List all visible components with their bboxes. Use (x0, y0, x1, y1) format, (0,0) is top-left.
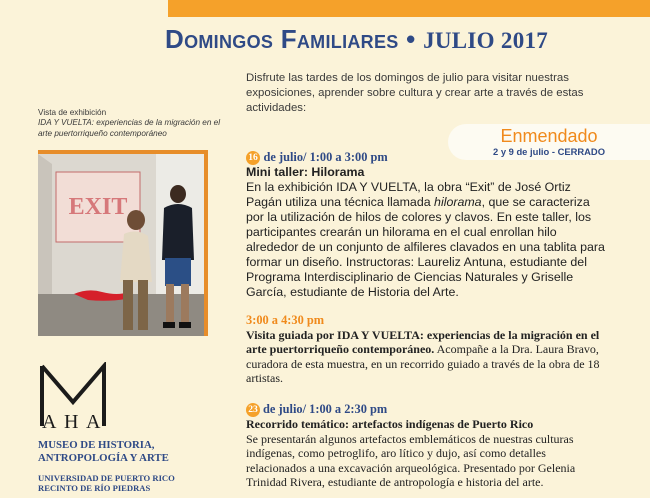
museum-name-line2: ANTROPOLOGÍA Y ARTE (38, 451, 169, 464)
event-desc-italic: hilorama (434, 195, 482, 209)
top-orange-rule (168, 0, 650, 17)
logo-letter-a1: A (42, 411, 57, 430)
university-name (38, 473, 228, 494)
exhibition-photo-illustration (38, 154, 204, 336)
event-description: Se presentarán algunos artefactos emblemáticos de nuestras culturas indígenas, como petroglifo, aro lítico y dujo, así como detalles relacionados a una excavación arqueológica. Presentado por Gelenia Trinidad Rivera, estudiante de antropología e historia del arte. (246, 431, 576, 490)
event-16-july-tour (246, 313, 608, 386)
event-title: Visita guiada por IDA Y VUELTA: experiencias de la migración en el arte puertorriqueño contemporáneo. (246, 327, 600, 357)
title-bullet: • (406, 24, 416, 54)
day-badge: 23 (246, 403, 260, 417)
maha-logo (38, 362, 108, 430)
event-description (246, 180, 608, 300)
event-desc-part: Acompañe a la Dra. Laura Bravo, curadora de esta muestra, en un recorrido guiado a través de la obra de 18 artistas. (246, 342, 600, 386)
photo-caption-line2: IDA Y VUELTA: experiencias de la migración en el arte puertorriqueño contemporáneo (38, 118, 221, 138)
museum-name-line1: MUSEO DE HISTORIA, (38, 439, 155, 451)
title-month: JULIO 2017 (423, 28, 549, 53)
logo-letter-a2: A (86, 411, 101, 430)
photo-caption (38, 108, 228, 139)
amended-subtitle: 2 y 9 de julio - CERRADO (493, 146, 605, 157)
event-title: Recorrido temático: artefactos indígenas de Puerto Rico (246, 417, 534, 431)
exhibition-photo (38, 150, 208, 336)
event-desc-part: , que se caracteriza por la utilización de hilos de colores y clavos. En este taller, los participantes crearán un hilorama en el cual enrollan hilo alrededor de un conjunto de alfileres clavados en una tablita para formar un diseño. Instructoras: Laureliz Antuna, estudiante del Programa Interdisciplinario de Ciencias Naturales y Griselle García, estudiante de Historia del Arte. (246, 195, 605, 299)
university-line1: UNIVERSIDAD DE PUERTO RICO (38, 473, 175, 483)
photo-caption-line1: Vista de exhibición (38, 108, 107, 117)
page-title (165, 24, 548, 55)
event-title: Mini taller: Hilorama (246, 165, 365, 179)
title-main: Domingos Familiares (165, 24, 399, 54)
event-date-time: de julio/ 1:00 a 2:30 pm (263, 402, 388, 416)
event-16-july (246, 150, 608, 300)
event-time: 3:00 a 4:30 pm (246, 313, 325, 327)
event-desc-part: En la exhibición IDA Y VUELTA, la obra “Exit” de José Ortiz Pagán utiliza una técnica llamada (246, 180, 571, 209)
event-description (246, 328, 608, 386)
intro-text: Disfrute las tardes de los domingos de julio para visitar nuestras exposiciones, aprender sobre cultura y crear arte a través de estas actividades: (246, 72, 584, 114)
amended-title: Enmendado (500, 126, 598, 146)
event-date-time: de julio/ 1:00 a 3:00 pm (263, 150, 388, 164)
exit-artwork-text: EXIT (68, 194, 128, 220)
event-23-july (246, 402, 608, 490)
day-badge: 16 (246, 151, 260, 165)
museum-name (38, 439, 228, 464)
university-line2: RECINTO DE RÍO PIEDRAS (38, 483, 151, 494)
logo-letter-h: H (64, 411, 79, 430)
